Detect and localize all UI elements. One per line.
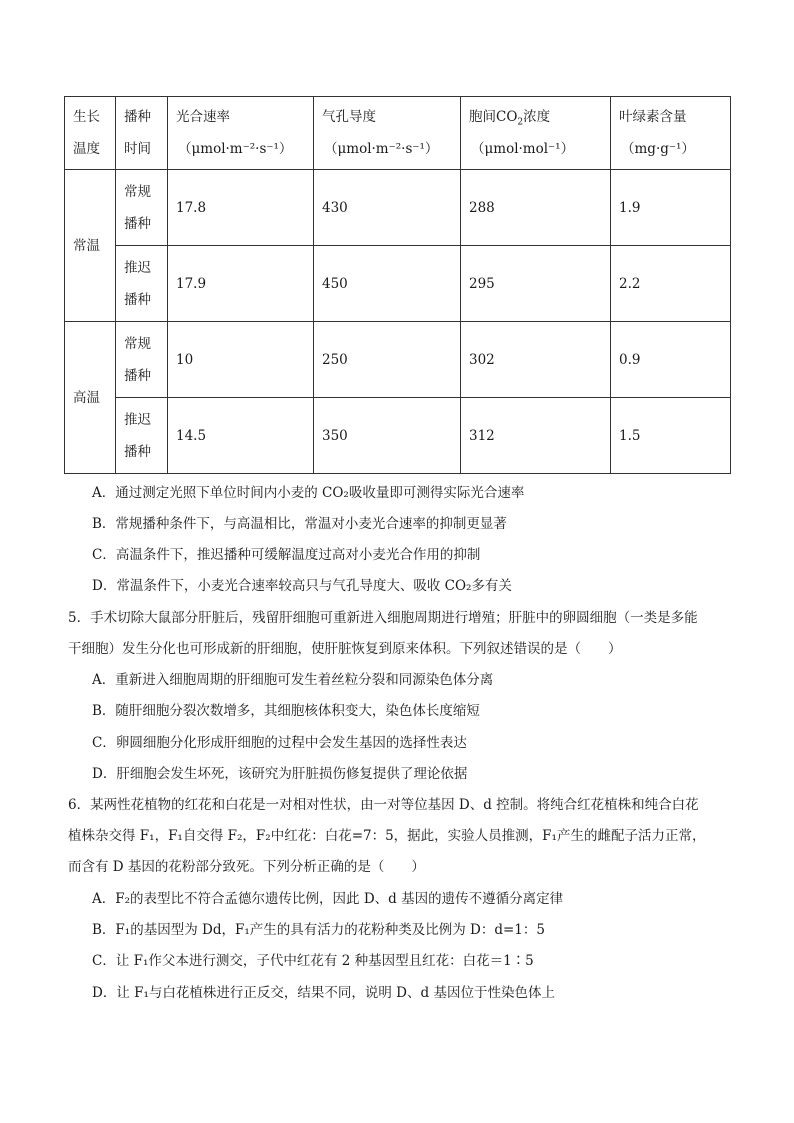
chlorophyll-value: 0.9 <box>611 322 731 398</box>
q4-option-b: B．常规播种条件下，与高温相比，常温对小麦光合速率的抑制更显著 <box>92 516 507 532</box>
q5-option-a: A．重新进入细胞周期的肝细胞可发生着丝粒分裂和同源染色体分离 <box>92 672 494 688</box>
q5-option-c: C．卵圆细胞分化形成肝细胞的过程中会发生基因的选择性表达 <box>92 735 467 751</box>
table-row <box>65 322 731 398</box>
table-row <box>65 398 731 474</box>
co2-value: 288 <box>461 170 611 246</box>
header-stomatal-conductance: 气孔导度 （μmol·m⁻²·s⁻¹） <box>314 97 461 170</box>
co2-value: 312 <box>461 398 611 474</box>
sowing-cell: 推迟 播种 <box>116 246 168 322</box>
sowing-cell: 推迟 播种 <box>116 398 168 474</box>
table-header-row <box>65 97 731 170</box>
stomata-value: 450 <box>314 246 461 322</box>
chlorophyll-value: 2.2 <box>611 246 731 322</box>
q6-stem-line-2: 植株杂交得 F₁，F₁自交得 F₂，F₂中红花：白花=7：5，据此，实验人员推测，F₁产生的雌配子活力正常， <box>68 828 706 844</box>
q6-option-b: B．F₁的基因型为 Dd，F₁产生的具有活力的花粉种类及比例为 D：d=1：5 <box>92 922 545 938</box>
q5-option-d: D．肝细胞会发生坏死，该研究为肝脏损伤修复提供了理论依据 <box>92 766 468 782</box>
q5-option-b: B．随肝细胞分裂次数增多，其细胞核体积变大，染色体长度缩短 <box>92 703 480 719</box>
photosynthesis-value: 14.5 <box>168 398 314 474</box>
q6-option-c: C．让 F₁作父本进行测交，子代中红花有 2 种基因型且红花：白花＝1∶5 <box>92 953 534 969</box>
photosynthesis-value: 17.9 <box>168 246 314 322</box>
header-photosynthesis-rate: 光合速率 （μmol·m⁻²·s⁻¹） <box>168 97 314 170</box>
q6-option-d: D．让 F₁与白花植株进行正反交，结果不同，说明 D、d 基因位于性染色体上 <box>92 985 555 1001</box>
chlorophyll-value: 1.5 <box>611 398 731 474</box>
header-sowing-time: 播种 时间 <box>116 97 168 170</box>
photosynthesis-value: 17.8 <box>168 170 314 246</box>
table-row <box>65 170 731 246</box>
q5-stem-line-1: 5．手术切除大鼠部分肝脏后，残留肝细胞可重新进入细胞周期进行增殖；肝脏中的卵圆细胞（一类是多能 <box>68 610 698 626</box>
q4-option-c: C．高温条件下，推迟播种可缓解温度过高对小麦光合作用的抑制 <box>92 547 481 563</box>
header-temperature: 生长 温度 <box>65 97 116 170</box>
q4-option-a: A．通过测定光照下单位时间内小麦的 CO₂吸收量即可测得实际光合速率 <box>92 485 525 501</box>
sowing-cell: 常规 播种 <box>116 170 168 246</box>
q4-option-d: D．常温条件下，小麦光合速率较高只与气孔导度大、吸收 CO₂多有关 <box>92 578 512 594</box>
header-chlorophyll-content: 叶绿素含量 （mg·g⁻¹） <box>611 97 731 170</box>
q6-stem-line-1: 6．某两性花植物的红花和白花是一对相对性状，由一对等位基因 D、d 控制。将纯合红花植株和纯合白花 <box>68 797 699 813</box>
chlorophyll-value: 1.9 <box>611 170 731 246</box>
temperature-cell: 高温 <box>65 322 116 474</box>
q5-stem-line-2: 干细胞）发生分化也可形成新的肝细胞，使肝脏恢复到原来体积。下列叙述错误的是（ ） <box>68 641 622 657</box>
sowing-cell: 常规 播种 <box>116 322 168 398</box>
stomata-value: 430 <box>314 170 461 246</box>
stomata-value: 250 <box>314 322 461 398</box>
co2-value: 295 <box>461 246 611 322</box>
temperature-cell: 常温 <box>65 170 116 322</box>
experiment-data-table <box>64 96 731 474</box>
stomata-value: 350 <box>314 398 461 474</box>
q6-stem-line-3: 而含有 D 基因的花粉部分致死。下列分析正确的是（ ） <box>68 859 425 875</box>
header-intercellular-co2: 胞间$CO_2$浓度 （μmol·mol⁻¹） <box>461 97 611 170</box>
table-row <box>65 246 731 322</box>
q6-option-a: A．F₂的表型比不符合孟德尔遗传比例，因此 D、d 基因的遗传不遵循分离定律 <box>92 891 564 907</box>
photosynthesis-value: 10 <box>168 322 314 398</box>
co2-value: 302 <box>461 322 611 398</box>
